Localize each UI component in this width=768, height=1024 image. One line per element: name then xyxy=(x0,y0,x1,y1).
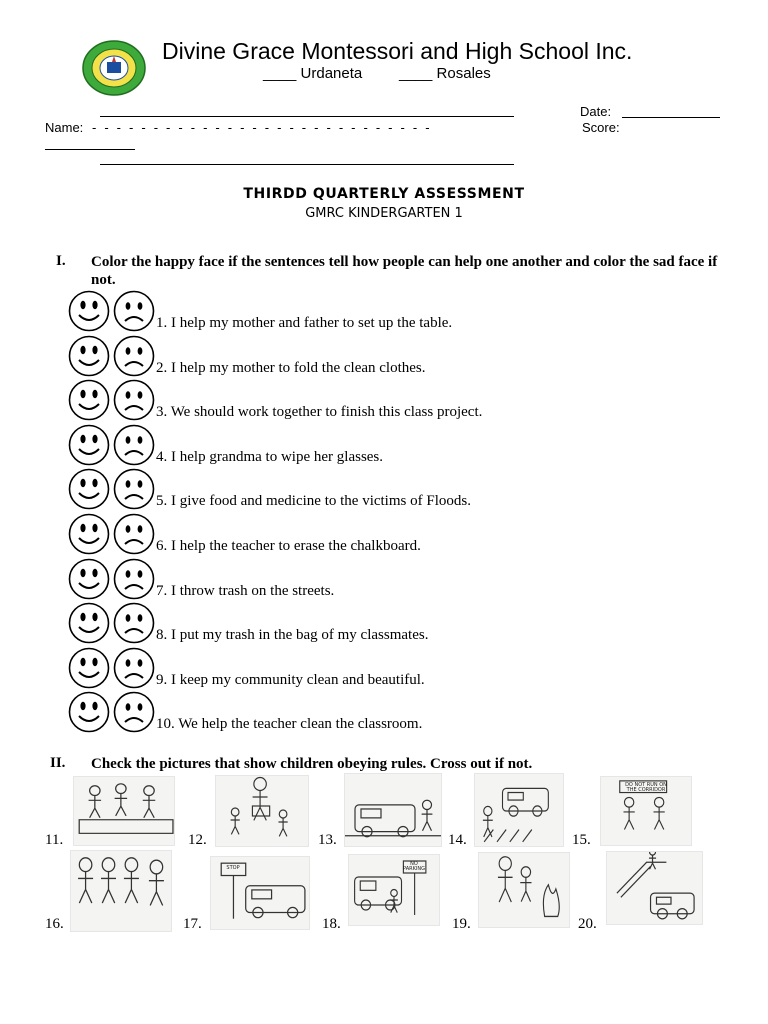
score-label: Score: xyxy=(582,120,620,135)
section-2-instruction: Check the pictures that show children obeying rules. Cross out if not. xyxy=(91,756,533,772)
sad-face-icon[interactable] xyxy=(113,602,155,644)
picture-number: 17. xyxy=(183,916,202,932)
campus-label: Urdaneta xyxy=(300,65,363,82)
sad-face-icon[interactable] xyxy=(113,558,155,600)
picture-number: 20. xyxy=(578,916,597,932)
children-lining-up-picture[interactable] xyxy=(70,850,172,932)
question-item xyxy=(68,424,688,466)
happy-face-icon[interactable] xyxy=(68,602,110,644)
picture-number: 18. xyxy=(322,916,341,932)
date-label: Date: xyxy=(580,104,612,119)
teacher-children-picture[interactable] xyxy=(215,775,309,847)
campus-label: Rosales xyxy=(436,65,491,82)
sad-face-icon[interactable] xyxy=(113,691,155,733)
sign-text: STOP xyxy=(226,865,240,871)
question-text: 3. We should work together to finish this class project. xyxy=(156,404,483,421)
sign-text: DO NOT RUN ON THE CORRIDOR xyxy=(625,782,667,793)
sad-face-icon[interactable] xyxy=(113,424,155,466)
overpass-car-picture[interactable] xyxy=(606,851,703,925)
question-item xyxy=(68,647,688,689)
name-field[interactable]: - - - - - - - - - - - - - - - - - - - - - - - - - - - - xyxy=(92,120,432,135)
sign-text: NO PARKING xyxy=(403,861,425,872)
name-top-line xyxy=(100,116,514,117)
section-1-instruction: Color the happy face if the sentences tell how people can help one another and color the sad face if not. xyxy=(91,254,718,288)
happy-face-icon[interactable] xyxy=(68,424,110,466)
question-item xyxy=(68,468,688,510)
sad-face-icon[interactable] xyxy=(113,513,155,555)
assessment-subtitle: GMRC KINDERGARTEN 1 xyxy=(305,206,463,221)
happy-face-icon[interactable] xyxy=(68,335,110,377)
sad-face-icon[interactable] xyxy=(113,468,155,510)
happy-face-icon[interactable] xyxy=(68,468,110,510)
pedestrian-crossing-picture[interactable] xyxy=(474,773,564,847)
picture-number: 14. xyxy=(448,832,467,848)
school-name: Divine Grace Montessori and High School Inc. xyxy=(162,38,633,64)
question-text: 4. I help grandma to wipe her glasses. xyxy=(156,448,384,465)
bus-stop-picture[interactable] xyxy=(210,856,310,930)
question-text: 6. I help the teacher to erase the chalkboard. xyxy=(156,538,421,554)
picture-number: 13. xyxy=(318,832,337,848)
picture-number: 16. xyxy=(45,916,64,932)
question-item xyxy=(68,602,688,644)
sad-face-icon[interactable] xyxy=(113,335,155,377)
no-parking-picture[interactable] xyxy=(348,854,440,926)
name-bottom-line xyxy=(100,164,514,165)
question-item xyxy=(68,691,688,733)
question-item xyxy=(68,335,688,377)
happy-face-icon[interactable] xyxy=(68,558,110,600)
question-item xyxy=(68,379,688,421)
picture-number: 15. xyxy=(572,832,591,848)
children-eating-picture[interactable] xyxy=(73,776,175,846)
question-text: 5. I give food and medicine to the victims of Floods. xyxy=(156,493,471,510)
question-text: 9. I keep my community clean and beautiful. xyxy=(156,671,425,688)
question-text: 8. I put my trash in the bag of my classmates. xyxy=(156,627,429,644)
campus-option-rosales[interactable] xyxy=(399,65,491,82)
date-field[interactable] xyxy=(622,117,720,118)
picture-number: 12. xyxy=(188,832,207,848)
question-text: 2. I help my mother to fold the clean clothes. xyxy=(156,359,426,376)
section-1-number: I. xyxy=(56,253,66,269)
question-text: 10. We help the teacher clean the classroom. xyxy=(156,716,423,733)
happy-face-icon[interactable] xyxy=(68,647,110,689)
question-item xyxy=(68,290,688,332)
happy-face-icon[interactable] xyxy=(68,513,110,555)
happy-face-icon[interactable] xyxy=(68,290,110,332)
section-2-number: II. xyxy=(50,755,66,771)
jeepney-street-picture[interactable] xyxy=(344,773,442,847)
campus-blank: ____ xyxy=(263,65,297,82)
question-text: 7. I throw trash on the streets. xyxy=(156,582,335,599)
family-fire-picture[interactable] xyxy=(478,852,570,928)
school-logo xyxy=(82,40,146,96)
question-item xyxy=(68,558,688,600)
happy-face-icon[interactable] xyxy=(68,691,110,733)
sad-face-icon[interactable] xyxy=(113,647,155,689)
picture-number: 11. xyxy=(45,832,64,848)
assessment-title: THIRDD QUARTERLY ASSESSMENT xyxy=(243,186,525,202)
picture-number: 19. xyxy=(452,916,471,932)
campus-blank: ____ xyxy=(399,65,433,82)
campus-option-urdaneta[interactable] xyxy=(263,65,362,82)
sad-face-icon[interactable] xyxy=(113,379,155,421)
sad-face-icon[interactable] xyxy=(113,290,155,332)
name-label: Name: xyxy=(45,120,84,135)
question-text: 1. I help my mother and father to set up the table. xyxy=(156,315,453,331)
corridor-walking-picture[interactable] xyxy=(600,776,692,846)
happy-face-icon[interactable] xyxy=(68,379,110,421)
name-line-start xyxy=(45,149,135,150)
question-item xyxy=(68,513,688,555)
